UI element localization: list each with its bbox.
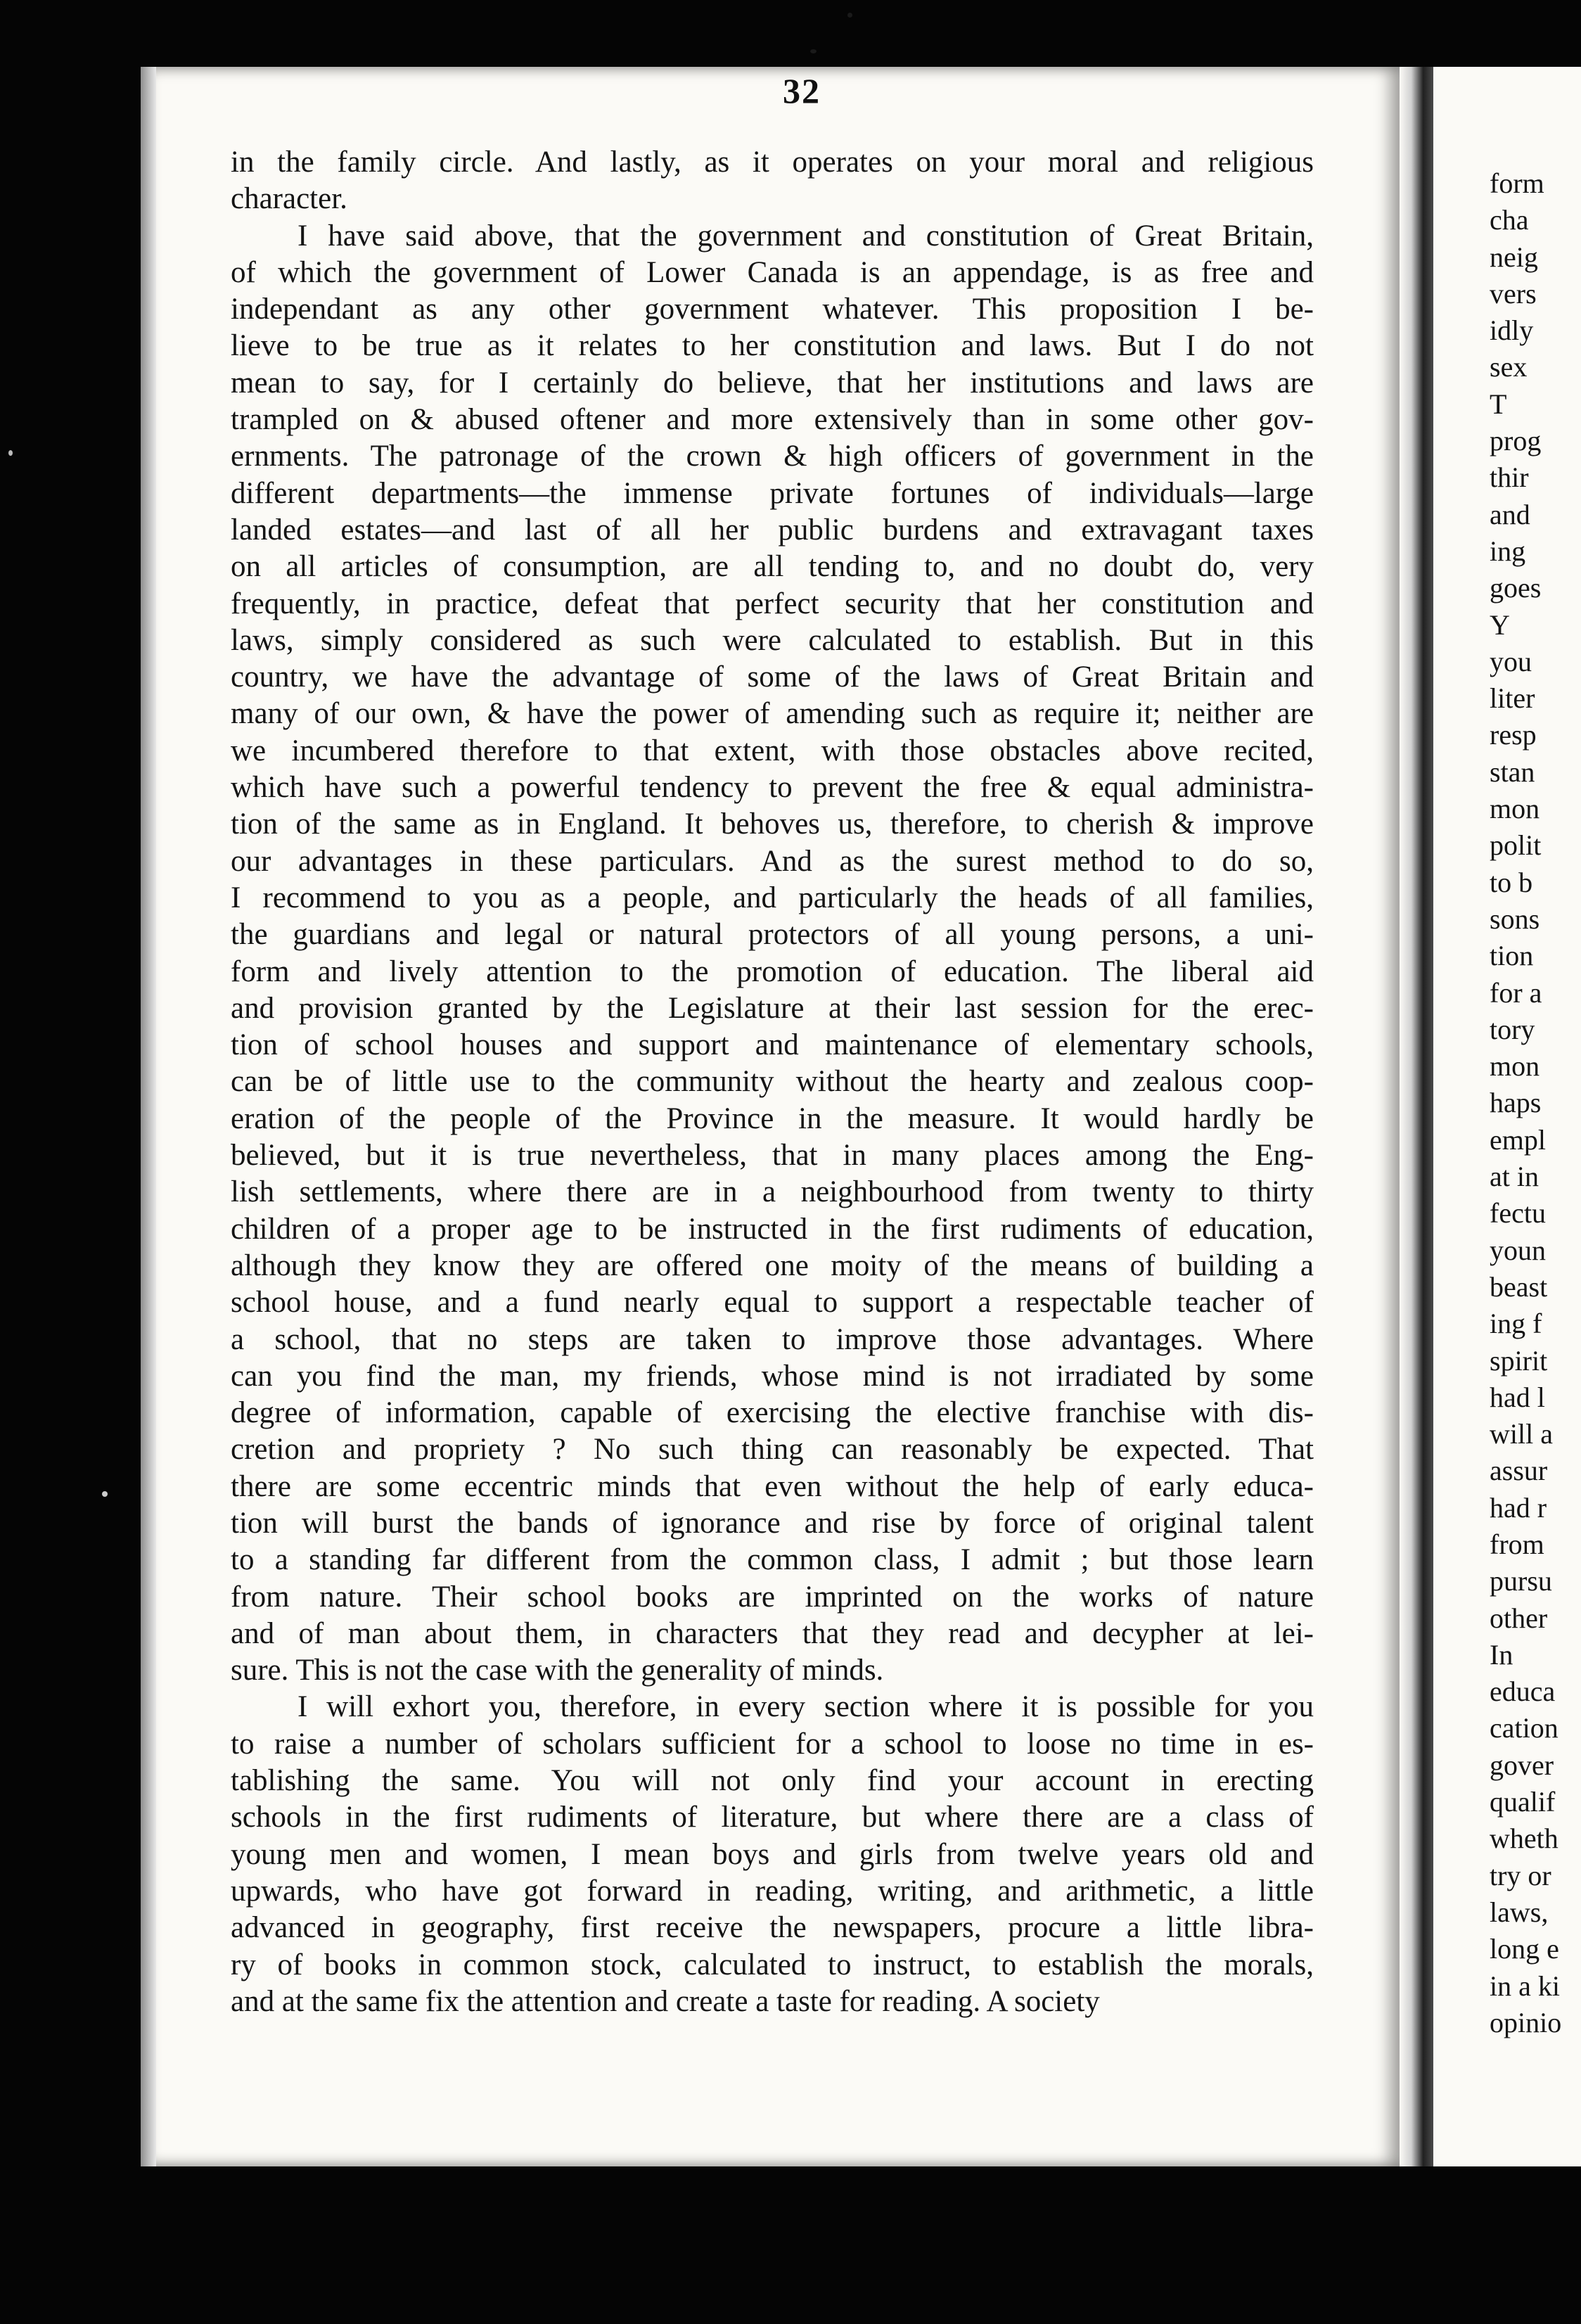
text-line: to a standing far different from the common class, I admit ; but those learn bbox=[231, 1543, 1314, 1577]
text-line: tion of school houses and support and maintenance of elementary schools, bbox=[231, 1028, 1314, 1062]
adjacent-page-fragment: neig bbox=[1490, 241, 1538, 273]
adjacent-page-fragment: try or bbox=[1490, 1859, 1551, 1891]
text-line: schools in the first rudiments of literature, but where there are a class of bbox=[231, 1801, 1314, 1834]
scan-speck bbox=[8, 450, 13, 456]
text-line: degree of information, capable of exercising the elective franchise with dis- bbox=[231, 1396, 1314, 1430]
text-line: cretion and propriety ? No such thing can reasonably be expected. That bbox=[231, 1433, 1314, 1467]
page-number: 32 bbox=[783, 71, 821, 110]
text-line: upwards, who have got forward in reading, writing, and arithmetic, a little bbox=[231, 1874, 1314, 1908]
text-line: I will exhort you, therefore, in every section where it is possible for you bbox=[297, 1690, 1314, 1724]
text-line: to raise a number of scholars sufficient for a school to loose no time in es- bbox=[231, 1727, 1314, 1761]
text-line: tion will burst the bands of ignorance and rise by force of original talent bbox=[231, 1506, 1314, 1540]
adjacent-page-fragment: at in bbox=[1490, 1161, 1539, 1193]
text-line: ry of books in common stock, calculated to instruct, to establish the morals, bbox=[231, 1948, 1314, 1981]
text-line: form and lively attention to the promotion of education. The liberal aid bbox=[231, 954, 1314, 988]
text-line: lieve to be true as it relates to her constitution and laws. But I do not bbox=[231, 329, 1314, 363]
adjacent-page-fragment: youn bbox=[1490, 1234, 1546, 1266]
adjacent-page-fragment: polit bbox=[1490, 829, 1542, 862]
adjacent-page-fragment: sons bbox=[1490, 902, 1540, 935]
text-line: a school, that no steps are taken to improve those advantages. Where bbox=[231, 1322, 1314, 1356]
adjacent-page-fragment: sex bbox=[1490, 351, 1528, 383]
text-line: our advantages in these particulars. And as the surest method to do so, bbox=[231, 844, 1314, 878]
adjacent-page-fragment: qualif bbox=[1490, 1786, 1556, 1818]
adjacent-page-fragment: Y bbox=[1490, 608, 1510, 641]
text-line: and of man about them, in characters that they read and decypher at lei- bbox=[231, 1616, 1314, 1650]
adjacent-page-fragment: opinio bbox=[1490, 2006, 1562, 2038]
main-text-column bbox=[231, 144, 1314, 2020]
adjacent-page-fragment: fectu bbox=[1490, 1197, 1546, 1230]
text-line: eration of the people of the Province in the measure. It would hardly be bbox=[231, 1102, 1314, 1135]
text-line: which have such a powerful tendency to prevent the free & equal administra- bbox=[231, 771, 1314, 805]
text-line: tablishing the same. You will not only find your account in erecting bbox=[231, 1764, 1314, 1798]
adjacent-page-fragment: vers bbox=[1490, 277, 1537, 309]
text-line: character. bbox=[231, 182, 347, 216]
text-line: of which the government of Lower Canada is an appendage, is as free and bbox=[231, 255, 1314, 289]
adjacent-page-text-fragments bbox=[1490, 165, 1581, 2041]
adjacent-page-fragment: to b bbox=[1490, 866, 1533, 898]
adjacent-page-fragment: cha bbox=[1490, 204, 1529, 236]
adjacent-page-fragment: long e bbox=[1490, 1933, 1559, 1965]
adjacent-page-fragment: In bbox=[1490, 1638, 1513, 1671]
adjacent-page-fragment: beast bbox=[1490, 1270, 1548, 1303]
text-line: young men and women, I mean boys and girls from twelve years old and bbox=[231, 1837, 1314, 1871]
text-line: advanced in geography, first receive the newspapers, procure a little libra- bbox=[231, 1911, 1314, 1945]
text-line: I have said above, that the government and constitution of Great Britain, bbox=[297, 219, 1314, 253]
adjacent-page-fragment: haps bbox=[1490, 1087, 1542, 1119]
text-line: and at the same fix the attention and create a taste for reading. A society bbox=[231, 1984, 1100, 2018]
text-line: different departments—the immense private fortunes of individuals—large bbox=[231, 476, 1314, 510]
adjacent-page-fragment: and bbox=[1490, 498, 1530, 530]
adjacent-page-fragment: mon bbox=[1490, 793, 1540, 825]
adjacent-page-fragment: will a bbox=[1490, 1418, 1553, 1450]
adjacent-page-fragment: T bbox=[1490, 388, 1507, 420]
text-line: children of a proper age to be instructed in the first rudiments of education, bbox=[231, 1212, 1314, 1246]
adjacent-page-fragment: idly bbox=[1490, 314, 1534, 347]
left-page-edge bbox=[141, 67, 156, 2166]
scan-speck bbox=[810, 49, 817, 53]
text-line: independant as any other government whatever. This proposition I be- bbox=[231, 293, 1314, 326]
adjacent-page-fragment: tion bbox=[1490, 940, 1534, 972]
adjacent-page-fragment: educa bbox=[1490, 1675, 1556, 1708]
text-line: school house, and a fund nearly equal to support a respectable teacher of bbox=[231, 1286, 1314, 1320]
text-line: in the family circle. And lastly, as it operates on your moral and religious bbox=[231, 146, 1314, 179]
text-line: sure. This is not the case with the generality of minds. bbox=[231, 1654, 884, 1687]
adjacent-page-fragment: had l bbox=[1490, 1381, 1545, 1413]
adjacent-page-fragment: had r bbox=[1490, 1491, 1547, 1524]
adjacent-page-fragment: mon bbox=[1490, 1050, 1540, 1083]
adjacent-page-fragment: for a bbox=[1490, 976, 1542, 1009]
scan-speck bbox=[847, 13, 852, 18]
adjacent-page-fragment: prog bbox=[1490, 425, 1542, 457]
text-line: the guardians and legal or natural protectors of all young persons, a uni- bbox=[231, 918, 1314, 952]
adjacent-page-fragment: in a ki bbox=[1490, 1969, 1560, 2002]
text-line: believed, but it is true nevertheless, that in many places among the Eng- bbox=[231, 1139, 1314, 1173]
book-gutter bbox=[1400, 67, 1433, 2166]
adjacent-page-fragment: resp bbox=[1490, 719, 1537, 751]
text-line: landed estates—and last of all her public burdens and extravagant taxes bbox=[231, 513, 1314, 547]
text-line: tion of the same as in England. It behoves us, therefore, to cherish & improve bbox=[231, 807, 1314, 841]
adjacent-page-fragment: you bbox=[1490, 645, 1532, 677]
text-line: trampled on & abused oftener and more extensively than in some other gov- bbox=[231, 403, 1314, 437]
text-line: mean to say, for I certainly do believe, that her institutions and laws are bbox=[231, 366, 1314, 400]
text-line: I recommend to you as a people, and particularly the heads of all families, bbox=[231, 881, 1314, 914]
adjacent-page-fragment: pursu bbox=[1490, 1565, 1552, 1597]
text-line: from nature. Their school books are imprinted on the works of nature bbox=[231, 1580, 1314, 1614]
text-line: we incumbered therefore to that extent, with those obstacles above recited, bbox=[231, 734, 1314, 767]
adjacent-page-fragment: ing bbox=[1490, 535, 1526, 567]
adjacent-page-fragment: wheth bbox=[1490, 1822, 1558, 1855]
text-line: can you find the man, my friends, whose mind is not irradiated by some bbox=[231, 1359, 1314, 1393]
adjacent-page-fragment: gover bbox=[1490, 1749, 1554, 1781]
adjacent-page-fragment: assur bbox=[1490, 1455, 1548, 1487]
adjacent-page-fragment: from bbox=[1490, 1528, 1544, 1560]
text-line: and provision granted by the Legislature at their last session for the erec- bbox=[231, 991, 1314, 1025]
text-line: country, we have the advantage of some of the laws of Great Britain and bbox=[231, 660, 1314, 694]
text-line: although they know they are offered one moity of the means of building a bbox=[231, 1249, 1314, 1282]
adjacent-page-fragment: other bbox=[1490, 1602, 1548, 1634]
text-line: there are some eccentric minds that even without the help of early educa- bbox=[231, 1469, 1314, 1503]
text-line: frequently, in practice, defeat that perfect security that her constitution and bbox=[231, 587, 1314, 620]
adjacent-page-fragment: tory bbox=[1490, 1013, 1535, 1045]
scan-speck bbox=[102, 1491, 108, 1497]
adjacent-page-fragment: laws, bbox=[1490, 1896, 1549, 1928]
adjacent-page-fragment: ing f bbox=[1490, 1308, 1542, 1340]
adjacent-page-fragment: form bbox=[1490, 167, 1544, 199]
text-line: ernments. The patronage of the crown & high officers of government in the bbox=[231, 440, 1314, 473]
text-line: on all articles of consumption, are all tending to, and no doubt do, very bbox=[231, 550, 1314, 584]
adjacent-page-fragment: stan bbox=[1490, 755, 1535, 788]
adjacent-page-fragment: goes bbox=[1490, 572, 1542, 604]
text-line: laws, simply considered as such were calculated to establish. But in this bbox=[231, 623, 1314, 657]
text-line: lish settlements, where there are in a neighbourhood from twenty to thirty bbox=[231, 1175, 1314, 1209]
adjacent-page-fragment: cation bbox=[1490, 1712, 1558, 1744]
adjacent-page-fragment: spirit bbox=[1490, 1344, 1548, 1377]
text-line: many of our own, & have the power of amending such as require it; neither are bbox=[231, 697, 1314, 731]
adjacent-page-fragment: liter bbox=[1490, 682, 1535, 715]
text-line: can be of little use to the community without the hearty and zealous coop- bbox=[231, 1065, 1314, 1099]
adjacent-page-fragment: empl bbox=[1490, 1123, 1546, 1156]
adjacent-page-fragment: thir bbox=[1490, 461, 1529, 494]
